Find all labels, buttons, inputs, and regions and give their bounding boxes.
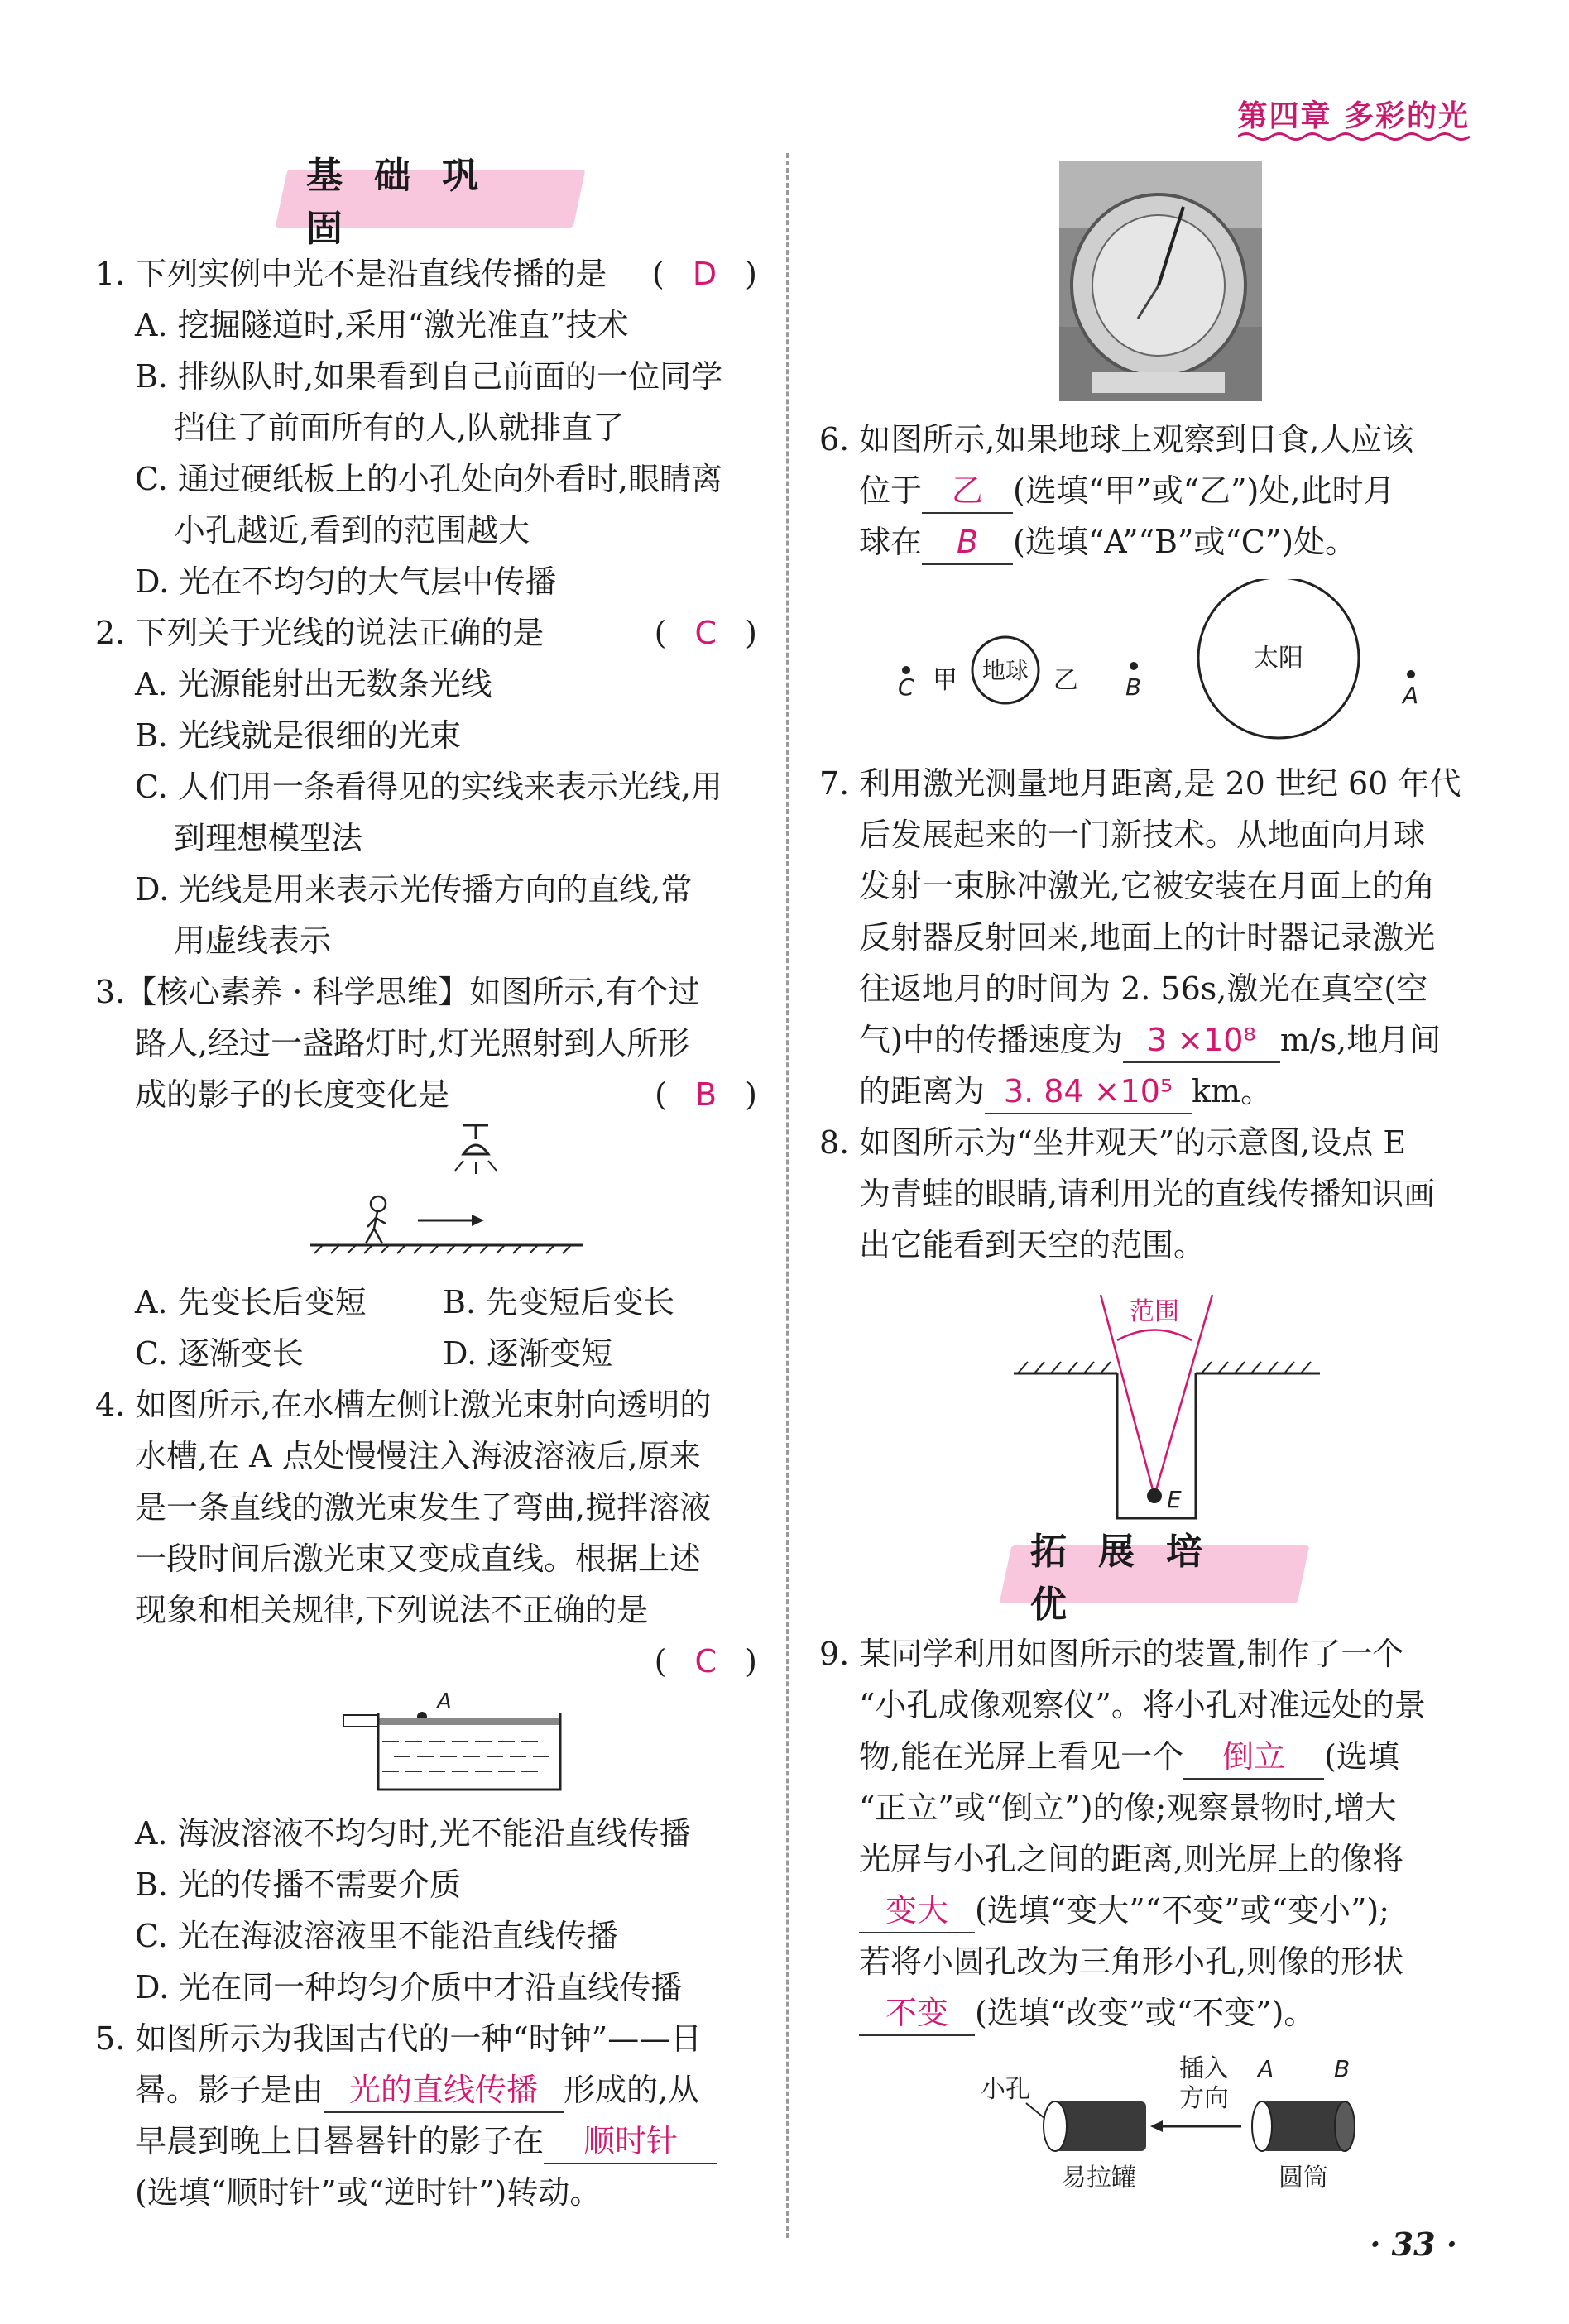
q9-line5: 光屏与小孔之间的距离,则光屏上的像将 [859, 1841, 1404, 1877]
q1-stem: 1. 下列实例中光不是沿直线传播的是 ( D ) [95, 256, 757, 292]
q3-option-c: C. 逐渐变长 [135, 1335, 304, 1372]
label-jia: 甲 [933, 666, 957, 695]
q5-line3: 早晨到晚上日晷晷针的影子在 顺时针 [135, 2116, 717, 2167]
q3-option-d: D. 逐渐变短 [443, 1335, 613, 1372]
q4-line3: 是一条直线的激光束发生了弯曲,搅拌溶液 [135, 1489, 712, 1526]
q9-line4: “正立”或“倒立”)的像;观察景物时,增大 [859, 1790, 1397, 1826]
point-b-dot [1130, 662, 1138, 670]
section-banner-basic [281, 155, 579, 250]
tube-body [1262, 2101, 1345, 2151]
q2-option-d-line2: 用虚线表示 [174, 922, 332, 959]
ground-line [310, 1245, 583, 1253]
section-title-basic: 基础巩固 [306, 155, 510, 250]
q9-line3: 物,能在光屏上看见一个 倒立 (选填 [859, 1731, 1399, 1782]
q4-option-b: B. 光的传播不需要介质 [135, 1866, 462, 1903]
q5-answer-1: 光的直线传播 [324, 2068, 564, 2113]
q4-point-label: A [437, 1692, 452, 1714]
q4-water-tank-figure [339, 1692, 571, 1799]
q3-answer: B [695, 1076, 717, 1113]
section-title-extend: 拓展培优 [1030, 1531, 1234, 1626]
q6-eclipse-figure [898, 579, 1436, 745]
q3-option-b: B. 先变短后变长 [443, 1284, 675, 1320]
q8-line1: 8. 如图所示为“坐井观天”的示意图,设点 E [819, 1124, 1407, 1161]
frog-eye-dot [1147, 1488, 1162, 1503]
q6-line1: 6. 如图所示,如果地球上观察到日食,人应该 [819, 421, 1414, 458]
q3-line1: 3.【核心素养 · 科学思维】如图所示,有个过 [95, 974, 700, 1010]
header-wave-decoration [1238, 131, 1470, 142]
point-a-dot [1407, 670, 1415, 678]
label-a: A [1258, 2055, 1274, 2082]
q4-line1: 4. 如图所示,在水槽左侧让激光束射向透明的 [95, 1387, 712, 1423]
q9-line2: “小孔成像观察仪”。将小孔对准远处的景 [859, 1687, 1426, 1723]
q8-line3: 出它能看到天空的范围。 [859, 1227, 1206, 1263]
label-sun: 太阳 [1254, 644, 1303, 673]
q8-well-figure [1010, 1291, 1324, 1531]
q7-line1: 7. 利用激光测量地月距离,是 20 世纪 60 年代 [819, 765, 1461, 802]
q1-option-a: A. 挖掘隧道时,采用“激光准直”技术 [135, 307, 629, 343]
q5-line2: 晷。影子是由 光的直线传播 形成的,从 [135, 2064, 699, 2116]
q7-line2: 后发展起来的一门新技术。从地面向月球 [859, 817, 1426, 853]
label-b: B [1125, 673, 1142, 701]
q2-option-d-line1: D. 光线是用来表示光传播方向的直线,常 [135, 871, 693, 908]
chapter-title: 第四章 多彩的光 [1237, 99, 1470, 133]
streetlamp-icon [455, 1125, 497, 1174]
q9-line8: 不变 (选填“改变”或“不变”)。 [859, 1987, 1315, 2039]
q7-line6: 气)中的传播速度为 3 ×10⁸ m/s,地月间 [859, 1014, 1441, 1066]
tube-end-a [1252, 2101, 1272, 2151]
q7-line7: 的距离为 3. 84 ×10⁵ km。 [859, 1066, 1272, 1117]
q1-option-b-line2: 挡住了前面所有的人,队就排直了 [174, 410, 625, 446]
q5-line1: 5. 如图所示为我国古代的一种“时钟”——日 [95, 2020, 703, 2057]
eye-label: E [1167, 1486, 1182, 1513]
insert-arrow-head [1150, 2120, 1163, 2132]
q4-line5: 现象和相关规律,下列说法不正确的是 [135, 1592, 649, 1628]
q6-answer-1: 乙 [922, 469, 1013, 514]
q9-pinhole-figure [976, 2052, 1365, 2201]
q9-answer-2: 变大 [859, 1889, 975, 1933]
q4-answer: C [694, 1643, 717, 1680]
q9-line1: 9. 某同学利用如图所示的装置,制作了一个 [819, 1636, 1404, 1672]
laser-beam [378, 1718, 560, 1725]
q9-answer-1: 倒立 [1183, 1735, 1324, 1780]
q9-line7: 若将小圆孔改为三角形小孔,则像的形状 [859, 1943, 1404, 1980]
q2-option-c-line2: 到理想模型法 [174, 820, 363, 856]
q1-answer: D [692, 256, 717, 292]
q7-answer-2: 3. 84 ×10⁵ [985, 1070, 1192, 1114]
tube-end-b [1335, 2101, 1355, 2151]
walking-person-icon [366, 1196, 386, 1243]
label-insert-2: 方向 [1179, 2084, 1229, 2113]
water-lines [382, 1742, 549, 1771]
q9-answer-3: 不变 [859, 1991, 975, 2036]
q5-line4: (选填“顺时针”或“逆时针”)转动。 [135, 2174, 602, 2211]
q2-answer: C [694, 615, 717, 651]
label-hole: 小孔 [981, 2075, 1030, 2104]
q4-option-c: C. 光在海波溶液里不能沿直线传播 [135, 1918, 618, 1954]
can-body [1055, 2101, 1146, 2151]
column-divider [786, 153, 789, 2238]
sundial-photo [1059, 161, 1262, 401]
q5-answer-2: 顺时针 [544, 2120, 717, 2164]
q4-line2: 水槽,在 A 点处慢慢注入海波溶液后,原来 [135, 1438, 701, 1474]
q8-line2: 为青蛙的眼睛,请利用光的直线传播知识画 [859, 1176, 1436, 1212]
range-arc [1117, 1330, 1192, 1341]
q1-option-c-line1: C. 通过硬纸板上的小孔处向外看时,眼睛离 [135, 461, 722, 497]
q7-answer-1: 3 ×10⁸ [1123, 1018, 1280, 1063]
page-number: · 33 · [1370, 2226, 1457, 2263]
q2-option-a: A. 光源能射出无数条光线 [135, 666, 492, 702]
q2-option-b: B. 光线就是很细的光束 [135, 717, 462, 754]
label-a: A [1403, 682, 1419, 709]
label-c: C [898, 673, 914, 701]
q3-option-a: A. 先变长后变短 [135, 1284, 367, 1320]
q7-line3: 发射一束脉冲激光,它被安装在月面上的角 [859, 868, 1436, 904]
q2-stem: 2. 下列关于光线的说法正确的是 ( C ) [95, 615, 757, 651]
q9-line6: 变大 (选填“变大”“不变”或“变小”); [859, 1885, 1389, 1936]
can-end [1044, 2101, 1067, 2151]
range-label: 范围 [1130, 1297, 1179, 1326]
q4-option-d: D. 光在同一种均匀介质中才沿直线传播 [135, 1969, 683, 2005]
q6-line2: 位于 乙 (选填“甲”或“乙”)处,此时月 [859, 465, 1394, 516]
label-earth: 地球 [981, 657, 1029, 684]
section-banner-extend [1005, 1531, 1303, 1626]
q7-line4: 反射器反射回来,地面上的计时器记录激光 [859, 919, 1436, 956]
q6-line3: 球在 B (选填“A”“B”或“C”)处。 [859, 516, 1356, 568]
q4-option-a: A. 海波溶液不均匀时,光不能沿直线传播 [135, 1815, 691, 1852]
label-yi: 乙 [1053, 666, 1078, 695]
q1-option-b-line1: B. 排纵队时,如果看到自己前面的一位同学 [135, 358, 723, 395]
q6-answer-2: B [922, 520, 1013, 565]
q4-line4: 一段时间后激光束又变成直线。根据上述 [135, 1541, 702, 1577]
label-insert-1: 插入 [1179, 2054, 1229, 2083]
q1-option-c-line2: 小孔越近,看到的范围越大 [174, 512, 530, 549]
label-b: B [1334, 2055, 1351, 2082]
label-tube: 圆筒 [1279, 2163, 1328, 2192]
q1-option-d: D. 光在不均匀的大气层中传播 [135, 563, 557, 600]
q3-line2: 路人,经过一盏路灯时,灯光照射到人所形 [135, 1025, 690, 1061]
label-can: 易拉罐 [1062, 2163, 1136, 2192]
laser-emitter [343, 1715, 378, 1727]
direction-arrow-icon [418, 1215, 484, 1226]
q3-line3: 成的影子的长度变化是 ( B ) [135, 1076, 757, 1113]
q7-line5: 往返地月的时间为 2. 56s,激光在真空(空 [859, 970, 1428, 1007]
q2-option-c-line1: C. 人们用一条看得见的实线来表示光线,用 [135, 769, 722, 805]
q3-streetlamp-figure [306, 1121, 588, 1262]
